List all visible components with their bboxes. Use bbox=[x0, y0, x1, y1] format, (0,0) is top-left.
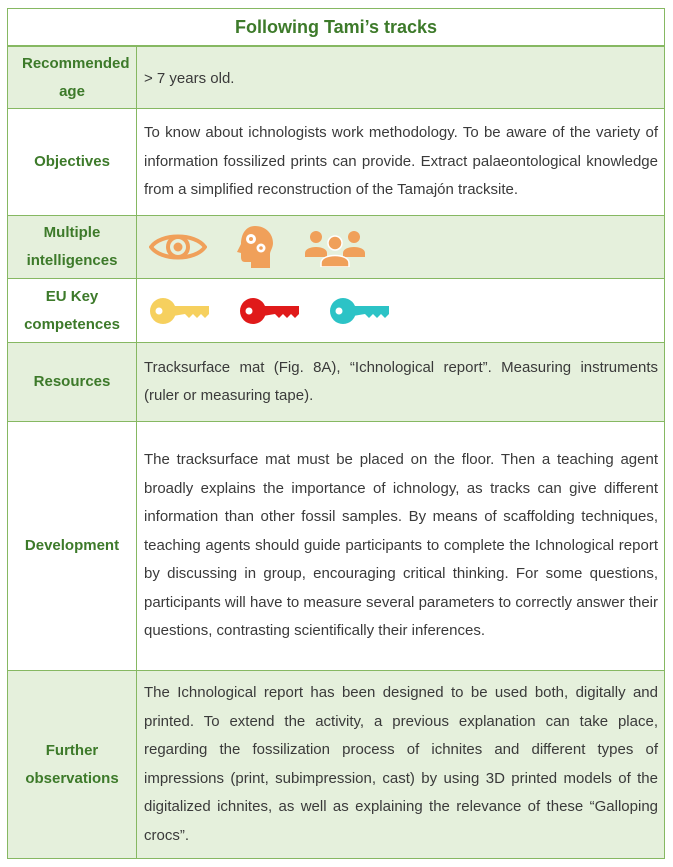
yellow-key-icon bbox=[149, 295, 211, 327]
value-text: Tracksurface mat (Fig. 8A), “Ichnological report”. Measuring instruments (ruler or measuring tape). bbox=[144, 358, 658, 404]
label-text: EU Key competences bbox=[24, 287, 120, 333]
value-text: > 7 years old. bbox=[144, 70, 235, 87]
label-development: Development bbox=[8, 422, 137, 670]
label-text: Recommended age bbox=[22, 54, 130, 100]
row-development bbox=[8, 422, 664, 671]
row-recommended-age bbox=[8, 47, 664, 109]
value-resources bbox=[137, 343, 664, 421]
value-objectives bbox=[137, 109, 664, 215]
red-key-icon bbox=[239, 295, 301, 327]
table-title: Following Tami’s tracks bbox=[8, 9, 664, 47]
label-recommended-age bbox=[8, 47, 137, 108]
intelligence-icons bbox=[137, 216, 664, 278]
eye-icon bbox=[149, 230, 207, 264]
value-recommended-age bbox=[137, 47, 664, 108]
value-text: The Ichnological report has been designed to be used both, digitally and printed. To extend the activity, a previous explanation can take place, regarding the fossilization process of ichnites and different types of impressions (print, subimpression, cast) by using 3D printed models of the digitalized ichnites, as well as explaining the relevance of these “Galloping crocs”. bbox=[144, 684, 658, 844]
label-eu-key-competences bbox=[8, 279, 137, 342]
value-further-observations bbox=[137, 671, 664, 858]
group-people-icon bbox=[303, 227, 367, 267]
label-text: Further observations bbox=[25, 741, 119, 787]
label-objectives: Objectives bbox=[8, 109, 137, 215]
activity-table bbox=[7, 8, 665, 859]
value-text: To know about ichnologists work methodology. To be aware of the variety of information fossilized prints can provide. Extract palaeontological knowledge from a simplified reconstruction of the Tamajón tracksite. bbox=[144, 124, 658, 199]
value-development bbox=[137, 422, 664, 670]
label-resources: Resources bbox=[8, 343, 137, 421]
label-text: Multiple intelligences bbox=[26, 224, 118, 269]
row-multiple-intelligences bbox=[8, 216, 664, 279]
row-eu-key-competences bbox=[8, 279, 664, 343]
row-further-observations bbox=[8, 671, 664, 858]
teal-key-icon bbox=[329, 295, 391, 327]
row-resources bbox=[8, 343, 664, 422]
head-gears-icon bbox=[235, 224, 275, 270]
row-objectives bbox=[8, 109, 664, 216]
competence-icons bbox=[137, 279, 664, 342]
label-further-observations bbox=[8, 671, 137, 858]
label-multiple-intelligences bbox=[8, 216, 137, 278]
value-text: The tracksurface mat must be placed on the floor. Then a teaching agent broadly explains the importance of ichnology, as tracks can give different information than other fossil samples. By means of scaffolding techniques, teaching agents should guide participants to complete the Ichnological report by discussing in group, encouraging critical thinking. For some questions, participants will have to measure several parameters to correctly answer their questions, contrasting scientifically their inferences. bbox=[144, 451, 658, 640]
